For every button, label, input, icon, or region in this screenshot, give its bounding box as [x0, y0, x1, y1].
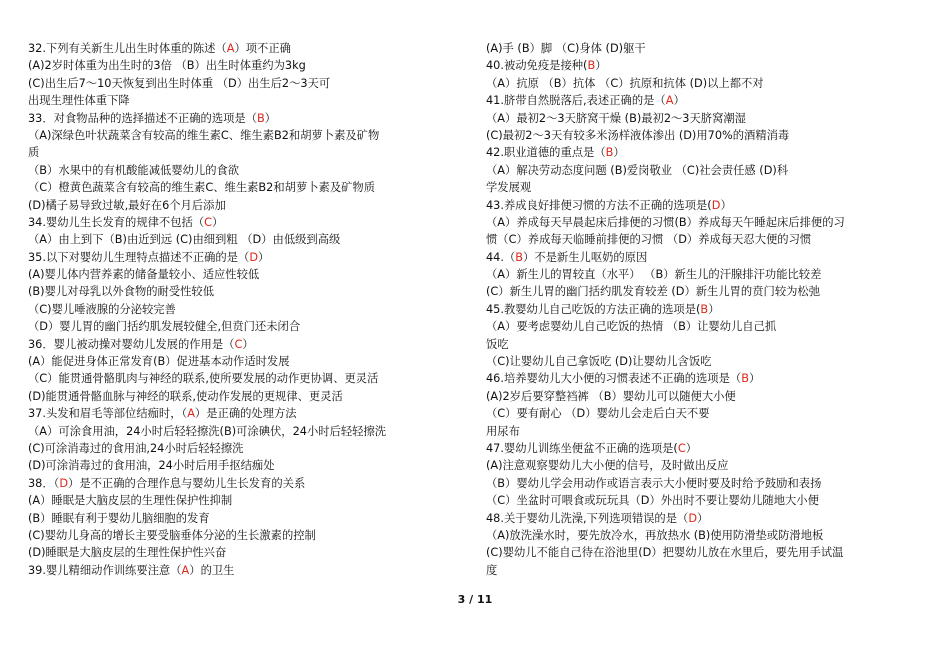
question-line [486, 510, 926, 527]
right-column [486, 40, 926, 579]
line-text: 43.养成良好排便习惯的方法不正确的选项是( [486, 198, 712, 212]
line-text: 学发展观 [486, 181, 532, 195]
line-text: （A）解决劳动态度问题 (B)爱岗敬业 （C)社会责任感 (D)科 [486, 163, 789, 177]
line-text: （C）橙黄色蔬菜含有较高的维生素C、维生素B2和胡萝卜素及矿物质 [28, 181, 376, 195]
question-line [28, 266, 468, 283]
line-text: (C)出生后7～10天恢复到出生时体重 （D）出生后2～3天可 [28, 76, 331, 90]
line-text-tail: ） [264, 111, 277, 125]
line-text: （A）新生儿的胃较直（水平） （B）新生儿的汗腺排汗功能比较差 [486, 268, 822, 282]
question-line [486, 457, 926, 474]
line-text: (A)2岁后要穿整裆裤 （B）婴幼儿可以随便大小便 [486, 389, 736, 403]
question-line [28, 231, 468, 248]
line-text: 40.被动免疫是接种( [486, 59, 588, 73]
question-line [28, 127, 468, 144]
answer-letter: C [677, 441, 686, 455]
line-text: 42.职业道德的重点是（ [486, 146, 606, 160]
answer-letter: C [204, 215, 213, 229]
question-line [486, 544, 926, 561]
question-line [486, 405, 926, 422]
line-text: 47.婴幼儿训练坐便盆不正确的选项是( [486, 441, 678, 455]
question-line [28, 562, 468, 579]
question-line [486, 162, 926, 179]
line-text-tail: ）不是新生儿呕奶的原因 [523, 250, 648, 264]
question-line [486, 353, 926, 370]
question-line [28, 388, 468, 405]
question-line [486, 40, 926, 57]
answer-letter: D [711, 198, 721, 212]
question-line [28, 75, 468, 92]
line-text: (B）睡眠有利于婴幼儿脑细胞的发育 [28, 511, 210, 525]
line-text-tail: ） [212, 215, 224, 229]
answer-letter: B [515, 250, 524, 264]
question-line [28, 475, 468, 492]
question-line [486, 92, 926, 109]
left-column [28, 40, 468, 579]
question-line [486, 388, 926, 405]
line-text: 质 [28, 146, 40, 160]
line-text: （A）可涂食用油，24小时后轻轻擦洗(B)可涂碘伏，24小时后轻轻擦洗 [28, 424, 387, 438]
question-line [486, 249, 926, 266]
question-line [28, 57, 468, 74]
question-line [486, 144, 926, 161]
line-text: 用尿布 [486, 424, 520, 438]
line-text-tail: ） [595, 59, 607, 73]
line-text-tail: ） [720, 198, 732, 212]
line-text: (C)最初2～3天有较多米汤样液体渗出 (D)用70%的酒精消毒 [486, 128, 790, 142]
question-line [486, 197, 926, 214]
line-text: (C）新生儿胃的幽门括约肌发育较差 (D）新生儿胃的贲门较为松弛 [486, 285, 821, 299]
line-text: (A)手 (B）脚 （C)身体 (D)躯干 [486, 42, 646, 55]
question-line [486, 318, 926, 335]
line-text: 36．婴儿被动操对婴幼儿发展的作用是（ [28, 337, 235, 351]
line-text-tail: ） [748, 372, 761, 386]
answer-letter: C [234, 337, 243, 351]
question-line [486, 283, 926, 300]
line-text: (D)睡眠是大脑皮层的生理性保护性兴奋 [28, 546, 227, 560]
line-text: 33．对食物品种的选择描述不正确的选项是（ [28, 111, 258, 125]
answer-letter: A [226, 42, 235, 55]
line-text: 44.（ [486, 250, 516, 264]
question-line [28, 110, 468, 127]
line-text: (A)2岁时体重为出生时的3倍 （B）出生时体重约为3kg [28, 59, 306, 73]
line-text: 39.婴儿精细动作训练要注意（ [28, 563, 182, 577]
line-text: （C）能贯通骨骼肌肉与神经的联系,使所要发展的动作更协调、更灵活 [28, 372, 379, 386]
question-line [28, 336, 468, 353]
question-line [486, 492, 926, 509]
question-line [28, 544, 468, 561]
line-text: 出现生理性体重下降 [28, 94, 130, 108]
line-text: 34.婴幼儿生长发育的规律不包括（ [28, 215, 205, 229]
question-line [486, 336, 926, 353]
answer-letter: D [249, 250, 259, 264]
answer-letter: B [257, 111, 265, 125]
question-line [486, 127, 926, 144]
line-text: 35.以下对婴幼儿生理特点描述不正确的是（ [28, 250, 250, 264]
line-text: （A）养成每天早晨起床后排便的习惯(B）养成每天午睡起床后排便的习 [486, 215, 845, 229]
line-text: （D）婴儿胃的幽门括约肌发展较健全,但贲门还未闭合 [28, 320, 301, 334]
line-text: (D)橘子易导致过敏,最好在6个月后添加 [28, 198, 226, 212]
question-line [28, 162, 468, 179]
line-text: （A）要考虑婴幼儿自己吃饭的热情 （B）让婴幼儿自己抓 [486, 320, 777, 334]
question-line [486, 423, 926, 440]
question-line [486, 370, 926, 387]
question-line [28, 301, 468, 318]
question-line [28, 40, 468, 57]
question-line [28, 283, 468, 300]
question-line [28, 527, 468, 544]
line-text-tail: ） [613, 146, 625, 160]
answer-letter: B [587, 59, 596, 73]
question-line [28, 92, 468, 109]
line-text-tail: ） [697, 511, 709, 525]
line-text-tail: ）的卫生 [189, 563, 235, 577]
question-line [486, 110, 926, 127]
question-line [486, 527, 926, 544]
line-text: 37.头发和眉毛等部位结痂时，（ [28, 407, 188, 421]
line-text: 41.脐带自然脱落后,表述正确的是（ [486, 94, 666, 108]
answer-letter: A [187, 407, 195, 421]
line-text: (A）能促进身体正常发育(B）促进基本动作适时发展 [28, 355, 290, 369]
answer-letter: B [741, 372, 749, 386]
line-text-tail: ） [673, 94, 685, 108]
line-text-tail: ） [685, 441, 698, 455]
line-text: 度 [486, 563, 498, 577]
line-text: (D)能贯通骨骼血脉与神经的联系,使动作发展的更规律、更灵活 [28, 389, 343, 403]
question-line [28, 179, 468, 196]
question-line [486, 214, 926, 231]
question-line [28, 249, 468, 266]
line-text: (A）睡眠是大脑皮层的生理性保护性抑制 [28, 494, 233, 508]
line-text-tail: ） [258, 250, 270, 264]
question-line [28, 214, 468, 231]
line-text: （C)婴儿唾液腺的分泌较完善 [28, 302, 176, 316]
line-text: （A)深绿色叶状蔬菜含有较高的维生素C、维生素B2和胡萝卜素及矿物 [28, 128, 380, 142]
line-text: (A)注意观察婴幼儿大小便的信号，及时做出反应 [486, 459, 729, 473]
question-line [28, 405, 468, 422]
question-line [28, 353, 468, 370]
line-text: 48.关于婴幼儿洗澡,下列选项错误的是（ [486, 511, 689, 525]
line-text: 32.下列有关新生儿出生时体重的陈述（ [28, 42, 227, 55]
line-text: （A）由上到下（B)由近到远 (C)由细到粗 （D）由低级到高级 [28, 233, 341, 247]
line-text: （B）水果中的有机酸能减低婴幼儿的食欲 [28, 163, 240, 177]
page-number: 3 / 11 [457, 593, 493, 606]
line-text: 45.教婴幼儿自己吃饭的方法正确的选项是( [486, 302, 701, 316]
question-line [28, 318, 468, 335]
question-line [486, 179, 926, 196]
question-line [486, 475, 926, 492]
line-text: 46.培养婴幼儿大小便的习惯表述不正确的选项是（ [486, 372, 742, 386]
line-text-tail: ）项不正确 [234, 42, 291, 55]
question-line [28, 423, 468, 440]
line-text: （A）最初2～3天脐窝干燥 (B)最初2～3天脐窝潮湿 [486, 111, 746, 125]
question-line [486, 562, 926, 579]
line-text-tail: ） [708, 302, 720, 316]
line-text: （C）要有耐心 （D）婴幼儿会走后白天不要 [486, 407, 710, 421]
question-line [486, 57, 926, 74]
question-line [486, 266, 926, 283]
answer-letter: D [59, 476, 69, 490]
question-line [486, 301, 926, 318]
line-text: 饭吃 [486, 337, 509, 351]
question-line [28, 457, 468, 474]
answer-letter: D [688, 511, 698, 525]
question-line [28, 370, 468, 387]
question-line [28, 440, 468, 457]
line-text: （C)让婴幼儿自己拿饭吃 (D)让婴幼儿含饭吃 [486, 355, 712, 369]
question-line [28, 197, 468, 214]
answer-letter: B [700, 302, 709, 316]
line-text: 惯（C）养成每天临睡前排便的习惯 （D）养成每天忍大便的习惯 [486, 233, 812, 247]
line-text: (C)可涂消毒过的食用油,24小时后轻轻擦洗 [28, 441, 244, 455]
line-text: 38．（ [28, 476, 60, 490]
question-line [486, 75, 926, 92]
question-line [486, 231, 926, 248]
answer-letter: A [181, 563, 190, 577]
answer-letter: A [665, 94, 674, 108]
line-text-tail: ） [242, 337, 254, 351]
answer-letter: B [605, 146, 614, 160]
question-line [486, 440, 926, 457]
line-text: (A)婴儿体内营养素的储备量较小、适应性较低 [28, 268, 260, 282]
line-text-tail: ）是正确的处理方法 [194, 407, 297, 421]
question-line [28, 144, 468, 161]
line-text: (C)婴幼儿不能自己待在浴池里(D）把婴幼儿放在水里后，要先用手试温 [486, 546, 844, 560]
question-line [28, 510, 468, 527]
line-text: (D)可涂消毒过的食用油，24小时后用手抠结痂处 [28, 459, 275, 473]
line-text-tail: ）是不正确的合理作息与婴幼儿生长发育的关系 [68, 476, 306, 490]
line-text: （A）抗原 （B）抗体 （C）抗原和抗体 (D)以上都不对 [486, 76, 764, 90]
line-text: （B）婴幼儿学会用动作或语言表示大小便时要及时给予鼓励和表扬 [486, 476, 822, 490]
line-text: （C）坐盆时可喂食或玩玩具（D）外出时不要让婴幼儿随地大小便 [486, 494, 819, 508]
line-text: (C)婴幼儿身高的增长主要受脑垂体分泌的生长激素的控制 [28, 528, 316, 542]
line-text: （A)放洗澡水时，要先放冷水，再放热水 (B)使用防滑垫或防滑地板 [486, 528, 824, 542]
question-line [28, 492, 468, 509]
line-text: (B)婴儿对母乳以外食物的耐受性较低 [28, 285, 215, 299]
